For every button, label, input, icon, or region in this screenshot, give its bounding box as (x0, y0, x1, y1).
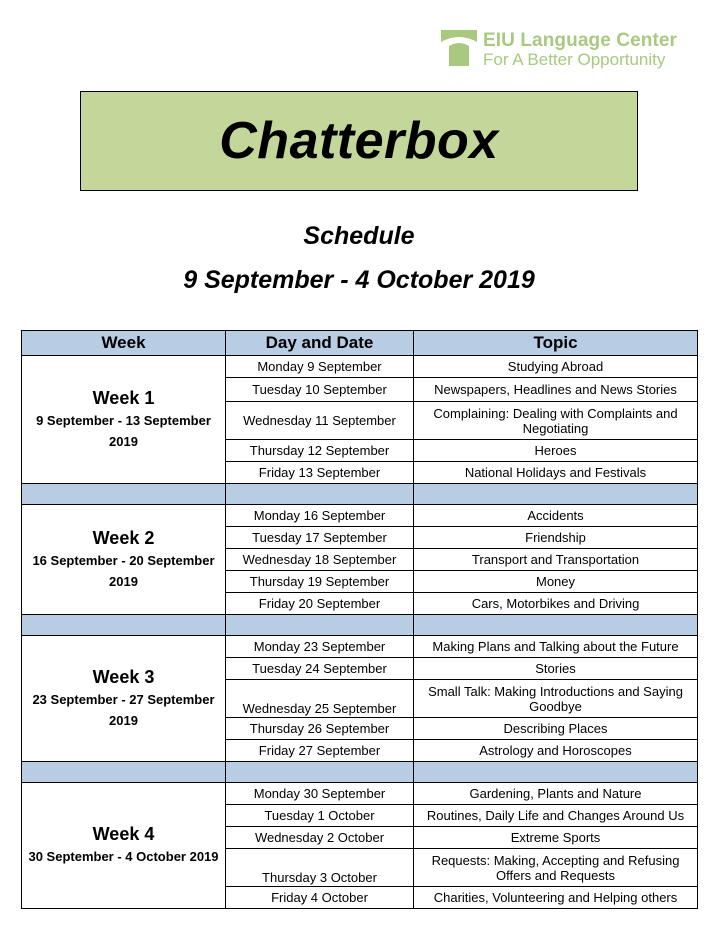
week-cell (22, 505, 226, 615)
day-date-cell: Wednesday 18 September (226, 549, 414, 571)
week-range: 30 September - 4 October 2019 (28, 849, 219, 864)
day-date-cell: Thursday 26 September (226, 718, 414, 740)
topic-cell: Describing Places (414, 718, 698, 740)
table-row (22, 636, 698, 658)
week-name: Week 1 (92, 387, 155, 408)
week-name: Week 3 (92, 666, 155, 687)
date-range-heading: 9 September - 4 October 2019 (183, 266, 535, 294)
topic-cell: Requests: Making, Accepting and Refusing Offers and Requests (414, 849, 698, 887)
day-date-cell: Thursday 19 September (226, 571, 414, 593)
topic-cell: Accidents (414, 505, 698, 527)
day-date-cell: Wednesday 2 October (226, 827, 414, 849)
separator-row (22, 762, 698, 783)
day-date-cell: Monday 30 September (226, 783, 414, 805)
topic-cell: National Holidays and Festivals (414, 462, 698, 484)
topic-cell: Small Talk: Making Introductions and Saying Goodbye (414, 680, 698, 718)
week-range: 16 September - 20 September 2019 (32, 552, 215, 589)
topic-cell: Extreme Sports (414, 827, 698, 849)
eiu-logo-icon (441, 30, 477, 66)
day-date-cell: Wednesday 25 September (226, 680, 414, 718)
day-date-cell: Friday 13 September (226, 462, 414, 484)
week-cell (22, 636, 226, 762)
topic-cell: Routines, Daily Life and Changes Around Us (414, 805, 698, 827)
week-cell (22, 783, 226, 909)
topic-cell: Stories (414, 658, 698, 680)
topic-cell: Transport and Transportation (414, 549, 698, 571)
logo (441, 30, 691, 72)
table-row (22, 505, 698, 527)
day-date-cell: Friday 27 September (226, 740, 414, 762)
table-header-row (22, 331, 698, 356)
day-date-cell: Tuesday 24 September (226, 658, 414, 680)
day-date-cell: Tuesday 10 September (226, 378, 414, 402)
logo-slogan: For A Better Opportunity (483, 50, 666, 69)
day-date-cell: Tuesday 17 September (226, 527, 414, 549)
topic-cell: Complaining: Dealing with Complaints and Negotiating (414, 402, 698, 440)
topic-cell: Studying Abroad (414, 356, 698, 378)
day-date-cell: Friday 4 October (226, 887, 414, 909)
day-date-cell: Thursday 12 September (226, 440, 414, 462)
topic-cell: Charities, Volunteering and Helping others (414, 887, 698, 909)
topic-cell: Gardening, Plants and Nature (414, 783, 698, 805)
day-date-cell: Monday 9 September (226, 356, 414, 378)
separator-row (22, 484, 698, 505)
schedule-table (21, 330, 698, 909)
day-date-cell: Monday 16 September (226, 505, 414, 527)
separator-row (22, 615, 698, 636)
topic-cell: Newspapers, Headlines and News Stories (414, 378, 698, 402)
week-name: Week 4 (92, 824, 155, 844)
header-week: Week (22, 331, 226, 356)
week-range: 9 September - 13 September 2019 (36, 412, 211, 449)
week-cell (22, 356, 226, 484)
topic-cell: Money (414, 571, 698, 593)
table-row (22, 783, 698, 805)
day-date-cell: Wednesday 11 September (226, 402, 414, 440)
day-date-cell: Friday 20 September (226, 593, 414, 615)
topic-cell: Friendship (414, 527, 698, 549)
header-day-date: Day and Date (226, 331, 414, 356)
day-date-cell: Thursday 3 October (226, 849, 414, 887)
table-row (22, 356, 698, 378)
title-banner (80, 91, 638, 191)
header-topic: Topic (414, 331, 698, 356)
topic-cell: Cars, Motorbikes and Driving (414, 593, 698, 615)
week-name: Week 2 (92, 527, 155, 548)
schedule-heading: Schedule (303, 222, 415, 250)
day-date-cell: Monday 23 September (226, 636, 414, 658)
page-title: Chatterbox (219, 112, 499, 170)
topic-cell: Heroes (414, 440, 698, 462)
day-date-cell: Tuesday 1 October (226, 805, 414, 827)
topic-cell: Making Plans and Talking about the Future (414, 636, 698, 658)
logo-name: EIU Language Center (483, 30, 678, 51)
week-range: 23 September - 27 September 2019 (32, 691, 215, 728)
topic-cell: Astrology and Horoscopes (414, 740, 698, 762)
